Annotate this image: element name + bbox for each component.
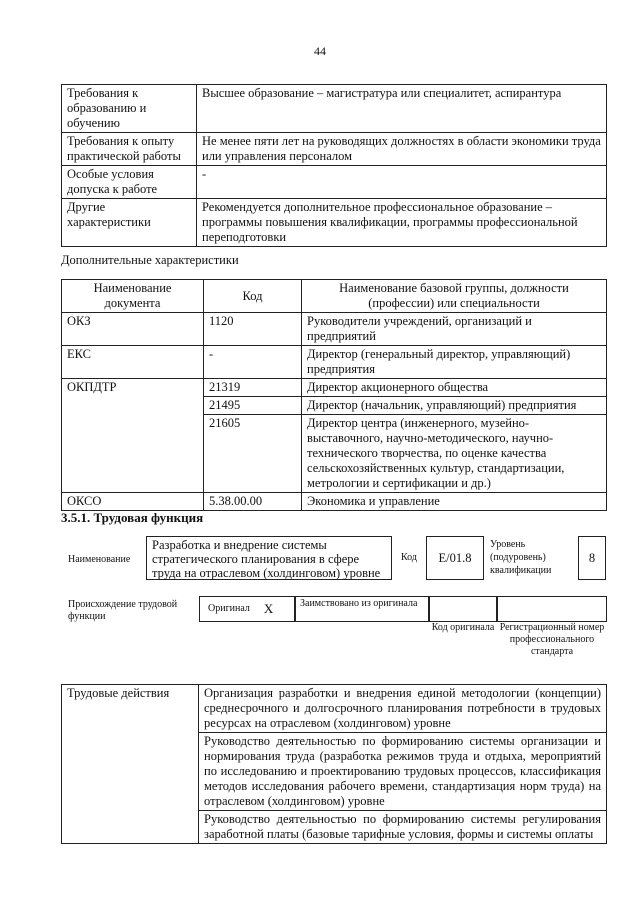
- cell-code: 21495: [204, 397, 302, 415]
- column-header: Код: [204, 280, 302, 313]
- table-header-row: [62, 280, 607, 313]
- original-box: [199, 596, 295, 622]
- original-code-caption: Код оригинала: [431, 622, 495, 633]
- row-value: Рекомендуется дополнительное профессиональное образование – программы повышения квалификации, программы профессиональной переподготовки: [197, 199, 607, 247]
- table-row: [62, 379, 607, 397]
- borrowed-label: Заимствовано из оригинала: [295, 596, 429, 622]
- table-row: [62, 493, 607, 511]
- row-value: Не менее пяти лет на руководящих должностях в области экономики труда или управления персоналом: [197, 133, 607, 166]
- page-number: 44: [314, 44, 326, 58]
- cell-name: Директор (начальник, управляющий) предприятия: [302, 397, 607, 415]
- original-label: Оригинал: [208, 603, 250, 614]
- section-title: Дополнительные характеристики: [61, 253, 239, 267]
- additional-characteristics-table: [61, 279, 607, 511]
- table-row: [62, 346, 607, 379]
- registration-number-box: [497, 596, 607, 622]
- table-row: [62, 166, 607, 199]
- cell-code: 21319: [204, 379, 302, 397]
- table-row: [62, 199, 607, 247]
- cell-code: 5.38.00.00: [204, 493, 302, 511]
- actions-label: Трудовые действия: [62, 685, 199, 844]
- original-code-box: [429, 596, 497, 622]
- code-label: Код: [401, 552, 417, 563]
- row-label: Другие характеристики: [62, 199, 197, 247]
- column-header: Наименование базовой группы, должности (профессии) или специальности: [302, 280, 607, 313]
- function-name-value: Разработка и внедрение системы стратегического планирования в сфере труда на отраслевом (холдинговом) уровне: [146, 536, 392, 580]
- cell-code: 1120: [204, 313, 302, 346]
- level-value: 8: [578, 536, 606, 580]
- row-label: Особые условия допуска к работе: [62, 166, 197, 199]
- table-row: [62, 313, 607, 346]
- labor-actions-table: [61, 684, 607, 844]
- cell-doc: ОКСО: [62, 493, 204, 511]
- level-label: Уровень (подуровень) квалификации: [490, 539, 552, 576]
- function-heading: 3.5.1. Трудовая функция: [61, 510, 204, 525]
- action-item: Организация разработки и внедрения единой методологии (концепции) среднесрочного и долгосрочного планирования потребности в трудовых ресурсах на отраслевом (холдинговом) уровне: [199, 685, 607, 733]
- cell-name: Директор акционерного общества: [302, 379, 607, 397]
- cell-code: 21605: [204, 415, 302, 493]
- table-row: [62, 685, 607, 733]
- action-item: Руководство деятельностью по формированию системы регулирования заработной платы (базовые тарифные условия, формы и системы оплаты: [199, 811, 607, 844]
- cell-doc: ОКПДТР: [62, 379, 204, 493]
- cell-doc: ОКЗ: [62, 313, 204, 346]
- original-mark: X: [263, 601, 274, 616]
- action-item: Руководство деятельностью по формированию системы организации и нормирования труда (разработка режимов труда и отдыха, мероприятий по исследованию и проектированию трудовых процессов, классификация методов исследования рабочего времени, стандартизация норм труда) на отраслевом (холдинговом) уровне: [199, 733, 607, 811]
- name-label: Наименование: [68, 554, 131, 565]
- cell-name: Экономика и управление: [302, 493, 607, 511]
- function-code-value: E/01.8: [426, 536, 484, 580]
- origin-label: Происхождение трудовой функции: [68, 599, 178, 622]
- row-value: Высшее образование – магистратура или специалитет, аспирантура: [197, 85, 607, 133]
- cell-doc: ЕКС: [62, 346, 204, 379]
- row-label: Требования к опыту практической работы: [62, 133, 197, 166]
- cell-code: -: [204, 346, 302, 379]
- cell-name: Руководители учреждений, организаций и предприятий: [302, 313, 607, 346]
- column-header: Наименование документа: [62, 280, 204, 313]
- cell-name: Директор центра (инженерного, музейно-выставочного, научно-методического, научно-технического творчества, по оценке качества сельскохозяйственных культур, стандартизации, метрологии и сертификации и др.): [302, 415, 607, 493]
- row-value: -: [197, 166, 607, 199]
- table-row: [62, 133, 607, 166]
- cell-name: Директор (генеральный директор, управляющий) предприятия: [302, 346, 607, 379]
- registration-number-caption: Регистрационный номер профессионального стандарта: [499, 622, 605, 657]
- table-row: [62, 85, 607, 133]
- requirements-table: [61, 84, 607, 247]
- row-label: Требования к образованию и обучению: [62, 85, 197, 133]
